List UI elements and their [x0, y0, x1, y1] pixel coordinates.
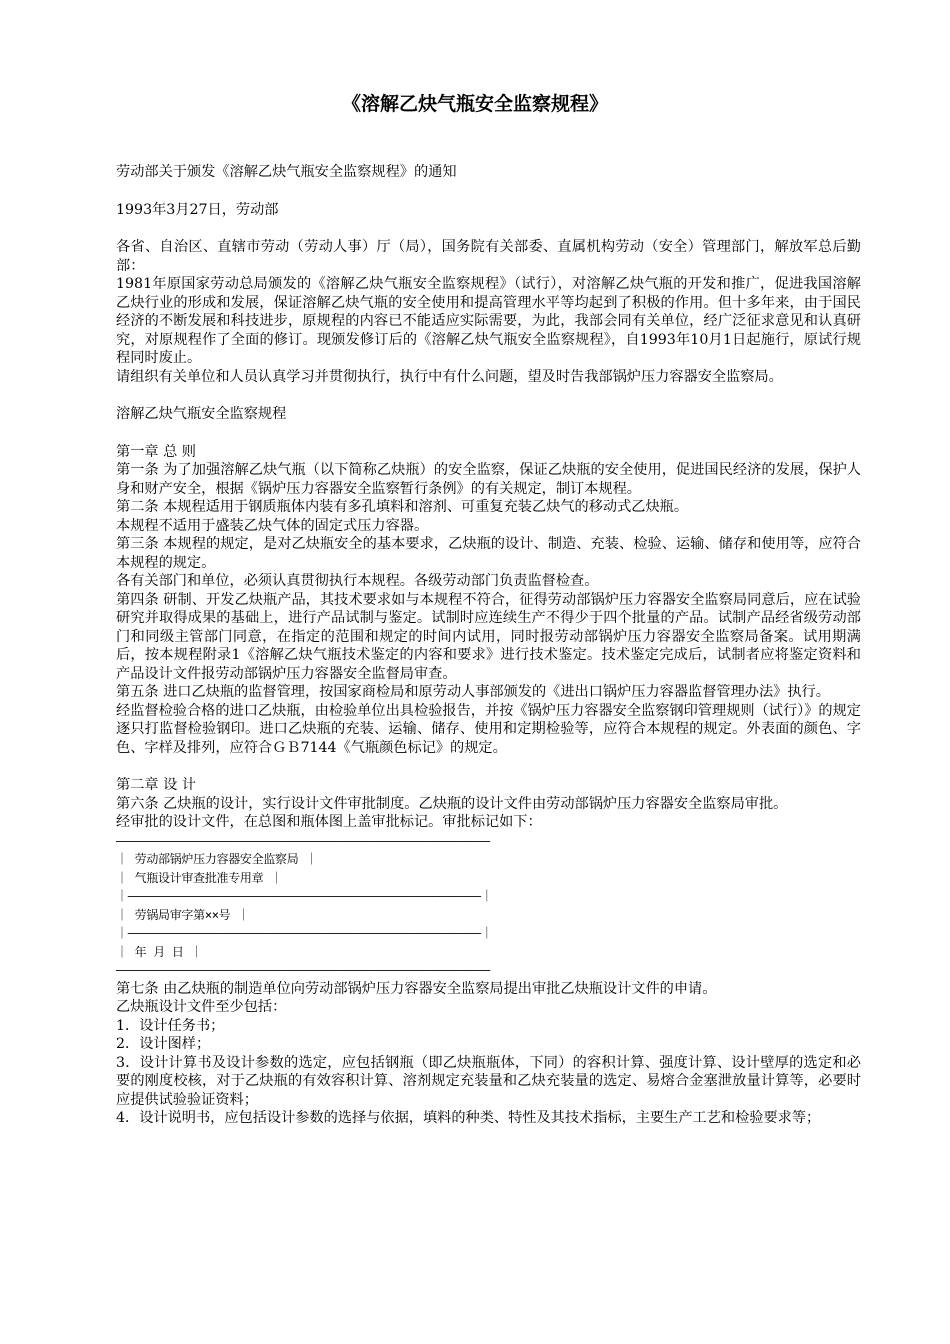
chapter-2-title: 第二章 设 计	[116, 777, 196, 793]
article-5: 第五条 进口乙炔瓶的监督管理，按国家商检局和原劳动人事部颁发的《进出口锅炉压力容器监督管理办法》执行。	[116, 684, 830, 700]
article-7: 第七条 由乙炔瓶的制造单位向劳动部锅炉压力容器安全监察局提出审批乙炔瓶设计文件的申请。	[116, 980, 717, 997]
chapter-1-title: 第一章 总 则	[116, 443, 196, 460]
date-line: 1993年3月27日，劳动部	[116, 201, 279, 218]
article-7-note: 乙炔瓶设计文件至少包括：	[116, 999, 287, 1015]
list-item-1: 1．设计任务书；	[116, 1017, 225, 1034]
article-6-note: 经审批的设计文件，在总图和瓶体图上盖审批标记。审批标记如下：	[116, 814, 542, 830]
stamp-line-4: ｜ 年 月 日 ｜	[116, 944, 203, 959]
article-2: 第二条 本规程适用于钢质瓶体内装有多孔填料和溶剂、可重复充装乙炔气的移动式乙炔瓶。	[116, 499, 689, 515]
list-item-2: 2．设计图样；	[116, 1036, 211, 1052]
article-3: 第三条 本规程的规定，是对乙炔瓶安全的基本要求，乙炔瓶的设计、制造、充装、检验、运输、储存和使用等，应符合本规程的规定。	[116, 536, 861, 571]
stamp-line-3: ｜ 劳锅局审字第××号 ｜	[116, 907, 249, 922]
notice-paragraph-2: 请组织有关单位和人员认真学习并贯彻执行，执行中有什么问题，望及时告我部锅炉压力容器安全监察局。	[116, 368, 783, 385]
approval-stamp	[116, 832, 861, 980]
recipients: 各省、自治区、直辖市劳动（劳动人事）厅（局），国务院有关部委、直属机构劳动（安全）管理部门，解放军总后勤部：	[116, 239, 861, 274]
article-6: 第六条 乙炔瓶的设计，实行设计文件审批制度。乙炔瓶的设计文件由劳动部锅炉压力容器安全监察局审批。	[116, 795, 788, 812]
list-item-3: 3．设计计算书及设计参数的选定，应包括钢瓶（即乙炔瓶瓶体，下同）的容积计算、强度计算、设计壁厚的选定和必要的刚度校核，对于乙炔瓶的有效容积计算、溶剂规定充装量和乙炔充装量的选定、易熔合金塞泄放量计算等，必要时应提供试验验证资料；	[116, 1054, 861, 1108]
notice-paragraph-1: 1981年原国家劳动总局颁发的《溶解乙炔气瓶安全监察规程》（试行），对溶解乙炔气瓶的开发和推广，促进我国溶解乙炔行业的形成和发展，保证溶解乙炔气瓶的安全使用和提高管理水平等均起到了积极的作用。但十多年来，由于国民经济的不断发展和科技进步，原规程的内容已不能适应实际需要，为此，我部会同有关单位，经广泛征求意见和认真研究，对原规程作了全面的修订。现颁发修订后的《溶解乙炔气瓶安全监察规程》，自1993年10月1日起施行，原试行规程同时废止。	[116, 276, 861, 366]
stamp-separator-2: ｜———————————————————————————————————————————————————｜	[116, 926, 493, 940]
document-title: 《溶解乙炔气瓶安全监察规程》	[341, 93, 608, 115]
notice-title: 劳动部关于颁发《溶解乙炔气瓶安全监察规程》的通知	[116, 164, 457, 180]
stamp-border-top: ——————————————————————————————————————————————————————	[116, 833, 490, 848]
stamp-border-bottom: ——————————————————————————————————————————————————————	[116, 963, 490, 977]
stamp-separator-1: ｜———————————————————————————————————————————————————｜	[116, 889, 493, 903]
article-5-note: 经监督检验合格的进口乙炔瓶，由检验单位出具检验报告，并按《锅炉压力容器安全监察钢印管理规则（试行）》的规定逐只打监督检验钢印。进口乙炔瓶的充装、运输、储存、使用和定期检验等，应符合本规程的规定。外表面的颜色、字色、字样及排列，应符合ＧＢ7144《气瓶颜色标记》的规定。	[116, 702, 861, 756]
article-3-note: 各有关部门和单位，必须认真贯彻执行本规程。各级劳动部门负责监督检查。	[116, 573, 599, 589]
document-body	[116, 163, 861, 1128]
article-4: 第四条 研制、开发乙炔瓶产品，其技术要求如与本规程不符合，征得劳动部锅炉压力容器安全监察局同意后，应在试验研究并取得成果的基础上，进行产品试制与鉴定。试制时应连续生产不得少于四个批量的产品。试制产品经省级劳动部门和同级主管部门同意，在指定的范围和规定的时间内试用，同时报劳动部锅炉压力容器安全监察局备案。试用期满后，按本规程附录1《溶解乙炔气瓶技术鉴定的内容和要求》进行技术鉴定。技术鉴定完成后，试制者应将鉴定资料和产品设计文件报劳动部锅炉压力容器安全监督局审查。	[116, 591, 861, 682]
article-1: 第一条 为了加强溶解乙炔气瓶（以下简称乙炔瓶）的安全监察，保证乙炔瓶的安全使用，促进国民经济的发展，保护人身和财产安全，根据《锅炉压力容器安全监察暂行条例》的有关规定，制订本规程。	[116, 462, 861, 497]
stamp-line-2: ｜ 气瓶设计审查批准专用章 ｜	[116, 870, 282, 885]
article-2-note: 本规程不适用于盛装乙炔气体的固定式压力容器。	[116, 517, 429, 534]
stamp-line-1: ｜ 劳动部锅炉压力容器安全监察局 ｜	[116, 852, 318, 866]
list-item-4: 4．设计说明书，应包括设计参数的选择与依据，填料的种类、特性及其技术指标，主要生产工艺和检验要求等；	[116, 1110, 821, 1126]
regulation-title: 溶解乙炔气瓶安全监察规程	[116, 406, 287, 422]
